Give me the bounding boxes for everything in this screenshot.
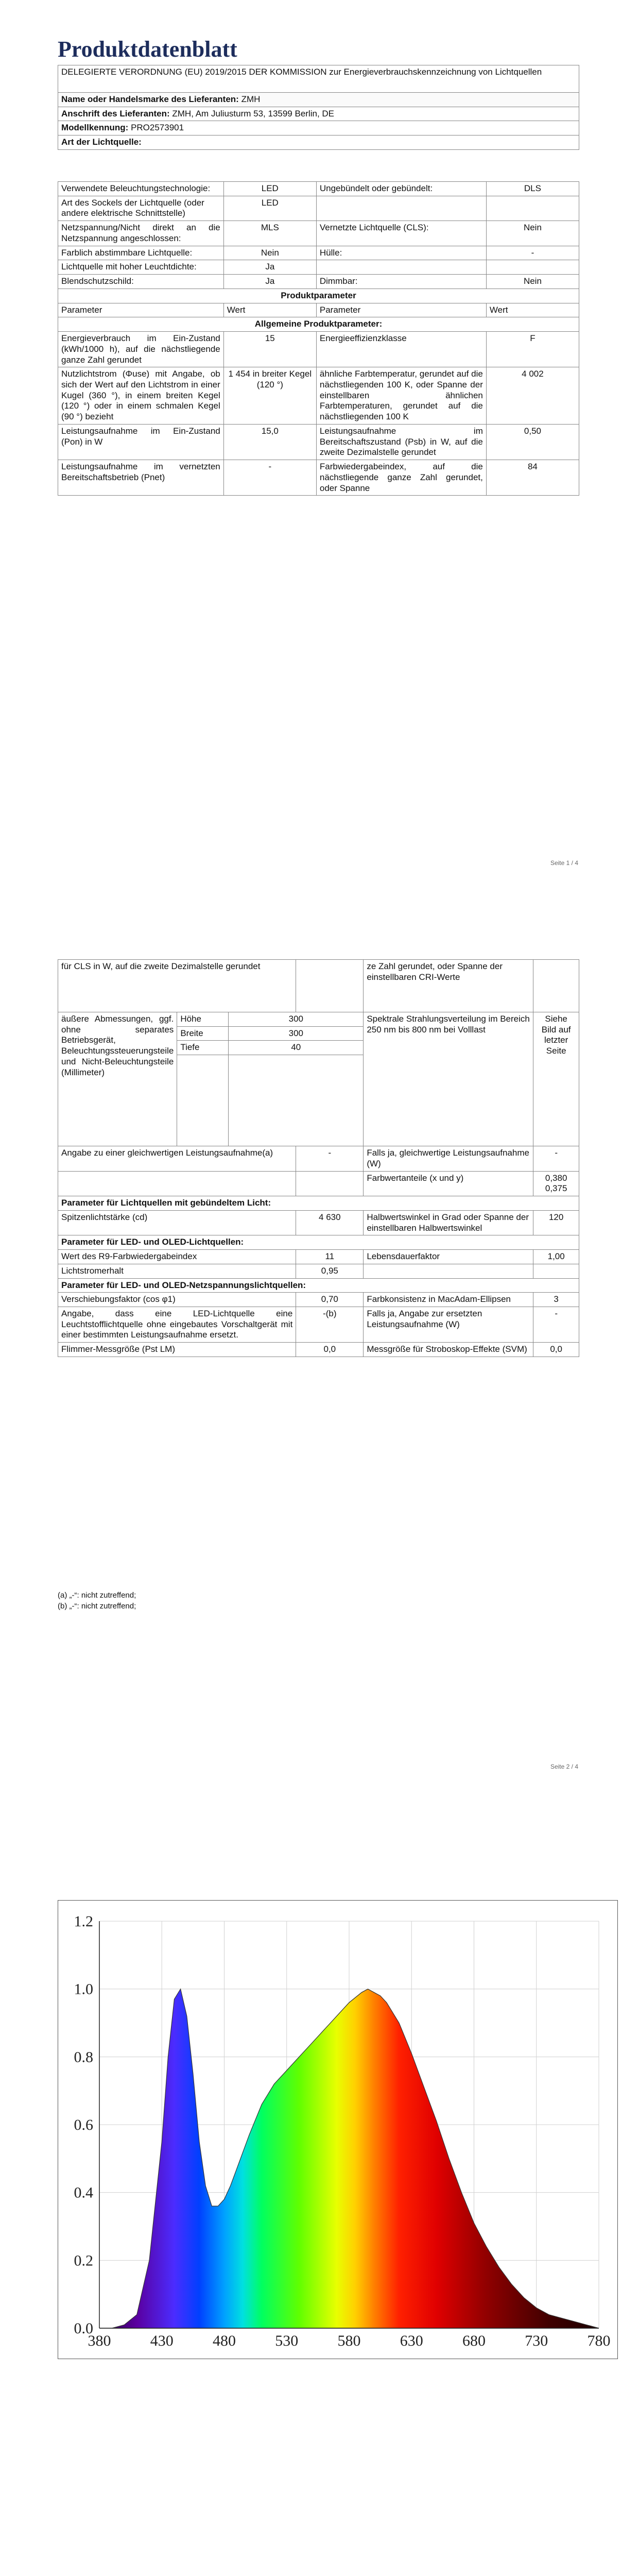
- color-consistency-label: Farbkonsistenz in MacAdam-Ellipsen: [364, 1293, 533, 1307]
- footnote-a: (a) „-“: nicht zutreffend;: [58, 1591, 136, 1600]
- x-tick-label: 730: [525, 2332, 548, 2349]
- beam-angle-value: 120: [533, 1210, 579, 1235]
- row-value-right: 0,50: [486, 424, 579, 460]
- page-3: [0, 1807, 639, 2576]
- table-row: [58, 1307, 579, 1343]
- spectral-value: Siehe Bild auf letzter Seite: [533, 1012, 579, 1146]
- y-tick-label: 1.0: [74, 1980, 93, 1998]
- peak-intensity-value: 4 630: [296, 1210, 364, 1235]
- x-tick-label: 430: [150, 2332, 174, 2349]
- row-label: für CLS in W, auf die zweite Dezimalstelle gerundet: [58, 960, 296, 1012]
- row-value-right: F: [486, 332, 579, 367]
- replacement-power-label: Falls ja, Angabe zur ersetzten Leistungsaufnahme (W): [364, 1307, 533, 1343]
- footnote-b: (b) „-“: nicht zutreffend;: [58, 1602, 136, 1611]
- y-tick-label: 0.2: [74, 2252, 93, 2269]
- table-row: [58, 1146, 579, 1171]
- row-value-right: 4 002: [486, 367, 579, 425]
- section-heading-directional: Parameter für Lichtquellen mit gebündeltem Licht:: [58, 1196, 579, 1211]
- row-value: 1 454 in breiter Kegel (120 °): [223, 367, 316, 425]
- table-row: [58, 460, 579, 496]
- row-value-right: [486, 196, 579, 221]
- row-label: Verwendete Beleuchtungstechnologie:: [58, 182, 224, 196]
- regulation-text: DELEGIERTE VERORDNUNG (EU) 2019/2015 DER KOMMISSION zur Energieverbrauchskennzeichnung von Lichtquellen: [58, 65, 579, 93]
- page-number: Seite 2 / 4: [550, 1763, 578, 1770]
- row-label-right: Farbwiedergabeindex, auf die nächstliegende ganze Zahl gerundet, oder Spanne: [316, 460, 486, 496]
- footnotes: [58, 1589, 136, 1613]
- y-tick-label: 0.6: [74, 2116, 93, 2133]
- header-row: [58, 303, 579, 317]
- row-value: -: [223, 460, 316, 496]
- y-tick-label: 1.2: [74, 1913, 93, 1930]
- row-label-right: Leistungsaufnahme im Bereitschaftszustand (Psb) in W, auf die zweite Dezimalstelle gerundet: [316, 424, 486, 460]
- spectral-label: Spektrale Strahlungsverteilung im Bereich 250 nm bis 800 nm bei Volllast: [364, 1012, 533, 1146]
- dimension-value: 300: [229, 1012, 364, 1027]
- table-row: [58, 182, 579, 196]
- r9-label: Wert des R9-Farbwiedergabeindex: [58, 1250, 296, 1264]
- x-tick-label: 580: [337, 2332, 361, 2349]
- equivalent-label: Angabe zu einer gleichwertigen Leistungsaufnahme(a): [58, 1146, 296, 1171]
- supplier-name-row: [58, 93, 579, 107]
- lumen-maintenance-value: 0,95: [296, 1264, 364, 1278]
- row-label-right: [316, 196, 486, 221]
- row-value: 15,0: [223, 424, 316, 460]
- row-label: Leistungsaufnahme im vernetzten Bereitschaftsbetrieb (Pnet): [58, 460, 224, 496]
- color-consistency-value: 3: [533, 1293, 579, 1307]
- table-row: [58, 960, 579, 1012]
- chromaticity-label: Farbwertanteile (x und y): [364, 1171, 533, 1196]
- outer-dimensions-label: äußere Abmessungen, ggf. ohne separates Betriebsgerät, Beleuchtungssteuerungsteile und Nicht-Beleuchtungsteile (Millimeter): [58, 1012, 177, 1146]
- row-value: LED: [223, 196, 316, 221]
- row-label-right: Energieeffizienzklasse: [316, 332, 486, 367]
- equivalent-right-label: Falls ja, gleichwertige Leistungsaufnahme (W): [364, 1146, 533, 1171]
- table-row: [58, 1343, 579, 1357]
- light-type-table: [58, 181, 579, 496]
- table-row: [58, 246, 579, 260]
- row-label-right: Vernetzte Lichtquelle (CLS):: [316, 221, 486, 246]
- row-label: Lichtquelle mit hoher Leuchtdichte:: [58, 260, 224, 275]
- stroboscopic-label: Messgröße für Stroboskop-Effekte (SVM): [364, 1343, 533, 1357]
- power-factor-value: 0,70: [296, 1293, 364, 1307]
- r9-value: 11: [296, 1250, 364, 1264]
- table-row: [58, 424, 579, 460]
- row-value-right: Nein: [486, 275, 579, 289]
- table-row: [58, 1264, 579, 1278]
- supplier-name-label: Name oder Handelsmarke des Lieferanten:: [61, 94, 239, 104]
- row-label-right: Hülle:: [316, 246, 486, 260]
- row-value-right: 84: [486, 460, 579, 496]
- table-row: [58, 1293, 579, 1307]
- supplier-address-label: Anschrift des Lieferanten:: [61, 108, 170, 118]
- column-header: Parameter: [58, 303, 224, 317]
- header-table: [58, 65, 579, 150]
- model-row: [58, 121, 579, 135]
- row-label-right: [316, 260, 486, 275]
- model-value: PRO2573901: [131, 123, 184, 133]
- dimension-label: Tiefe: [177, 1041, 229, 1055]
- equivalent-value: -: [296, 1146, 364, 1171]
- column-header: Wert: [223, 303, 316, 317]
- chromaticity-value: 0,380 0,375: [533, 1171, 579, 1196]
- replacement-claim-label: Angabe, dass eine LED-Lichtquelle eine Leuchtstofflichtquelle ohne eingebautes Vorschaltgerät mit einer bestimmten Leistungsaufnahme ersetzt.: [58, 1307, 296, 1343]
- replacement-claim-value: -(b): [296, 1307, 364, 1343]
- x-tick-label: 380: [88, 2332, 111, 2349]
- column-header: Wert: [486, 303, 579, 317]
- row-value: [296, 960, 364, 1012]
- flicker-label: Flimmer-Messgröße (Pst LM): [58, 1343, 296, 1357]
- dimension-value: 40: [229, 1041, 364, 1055]
- row-value: MLS: [223, 221, 316, 246]
- row-label: Nutzlichtstrom (Φuse) mit Angabe, ob sich der Wert auf den Lichtstrom in einer Kugel (360 °), in einem breiten Kegel (120 °) oder in einem schmalen Kegel (90 °) bezieht: [58, 367, 224, 425]
- table-row: [58, 1171, 579, 1196]
- dimension-label: Breite: [177, 1026, 229, 1041]
- table-row: [58, 367, 579, 425]
- table-row: [58, 1012, 579, 1027]
- row-value-right: Nein: [486, 221, 579, 246]
- supplier-address-value: ZMH, Am Juliusturm 53, 13599 Berlin, DE: [172, 108, 335, 118]
- row-value: Ja: [223, 260, 316, 275]
- flicker-value: 0,0: [296, 1343, 364, 1357]
- peak-intensity-label: Spitzenlichtstärke (cd): [58, 1210, 296, 1235]
- row-label: Art des Sockels der Lichtquelle (oder andere elektrische Schnittstelle): [58, 196, 224, 221]
- section-heading-led: Parameter für LED- und OLED-Lichtquellen:: [58, 1235, 579, 1250]
- document-title: Produktdatenblatt: [58, 37, 237, 62]
- page-1: [0, 0, 639, 904]
- x-tick-label: 530: [275, 2332, 299, 2349]
- row-label: Energieverbrauch im Ein-Zustand (kWh/1000 h), auf die nächstliegende ganze Zahl gerundet: [58, 332, 224, 367]
- supplier-name-value: ZMH: [241, 94, 261, 104]
- power-factor-label: Verschiebungsfaktor (cos φ1): [58, 1293, 296, 1307]
- supplier-address-row: [58, 107, 579, 121]
- params-table-continued: [58, 959, 579, 1357]
- y-tick-label: 0.4: [74, 2184, 93, 2201]
- y-tick-label: 0.0: [74, 2320, 93, 2337]
- row-value: LED: [223, 182, 316, 196]
- row-label-right: ähnliche Farbtemperatur, gerundet auf die nächstliegenden 100 K, oder Spanne der einstellbaren ähnlichen Farbtemperaturen, gerundet auf die nächstliegenden 100 K: [316, 367, 486, 425]
- row-value-right: [533, 960, 579, 1012]
- spectrum-chart-frame: [58, 1900, 618, 2359]
- table-row: [58, 260, 579, 275]
- x-tick-label: 630: [400, 2332, 423, 2349]
- spectrum-area: [99, 1989, 599, 2328]
- row-value: 15: [223, 332, 316, 367]
- section-heading-mains: Parameter für LED- und OLED-Netzspannungslichtquellen:: [58, 1278, 579, 1293]
- table-row: [58, 332, 579, 367]
- dimension-value: 300: [229, 1026, 364, 1041]
- row-value: Nein: [223, 246, 316, 260]
- row-label-right: Dimmbar:: [316, 275, 486, 289]
- row-value-right: [486, 260, 579, 275]
- row-label: Netzspannung/Nicht direkt an die Netzspannung angeschlossen:: [58, 221, 224, 246]
- beam-angle-label: Halbwertswinkel in Grad oder Spanne der einstellbaren Halbwertswinkel: [364, 1210, 533, 1235]
- model-label: Modellkennung:: [61, 123, 129, 133]
- general-params-heading: Allgemeine Produktparameter:: [58, 317, 579, 332]
- column-header: Parameter: [316, 303, 486, 317]
- light-type-label: Art der Lichtquelle:: [58, 135, 579, 150]
- dimension-label: Höhe: [177, 1012, 229, 1027]
- x-tick-label: 480: [213, 2332, 236, 2349]
- row-label-right: Ungebündelt oder gebündelt:: [316, 182, 486, 196]
- page-number: Seite 1 / 4: [550, 859, 578, 867]
- table-row: [58, 196, 579, 221]
- survival-factor-value: 1,00: [533, 1250, 579, 1264]
- product-params-heading: Produktparameter: [58, 289, 579, 303]
- equivalent-right-value: -: [533, 1146, 579, 1171]
- lumen-maintenance-label: Lichtstromerhalt: [58, 1264, 296, 1278]
- page-2: [0, 904, 639, 1807]
- row-value: Ja: [223, 275, 316, 289]
- x-tick-label: 780: [587, 2332, 611, 2349]
- survival-factor-label: Lebensdauerfaktor: [364, 1250, 533, 1264]
- table-row: [58, 221, 579, 246]
- y-tick-label: 0.8: [74, 2048, 93, 2066]
- row-label: Leistungsaufnahme im Ein-Zustand (Pon) in W: [58, 424, 224, 460]
- table-row: [58, 1210, 579, 1235]
- table-row: [58, 1250, 579, 1264]
- stroboscopic-value: 0,0: [533, 1343, 579, 1357]
- replacement-power-value: -: [533, 1307, 579, 1343]
- row-value-right: DLS: [486, 182, 579, 196]
- row-label: Farblich abstimmbare Lichtquelle:: [58, 246, 224, 260]
- row-label-right: ze Zahl gerundet, oder Spanne der einstellbaren CRI-Werte: [364, 960, 533, 1012]
- row-value-right: -: [486, 246, 579, 260]
- row-label: Blendschutzschild:: [58, 275, 224, 289]
- table-row: [58, 275, 579, 289]
- spectrum-chart: [58, 1901, 617, 2359]
- x-tick-label: 680: [462, 2332, 486, 2349]
